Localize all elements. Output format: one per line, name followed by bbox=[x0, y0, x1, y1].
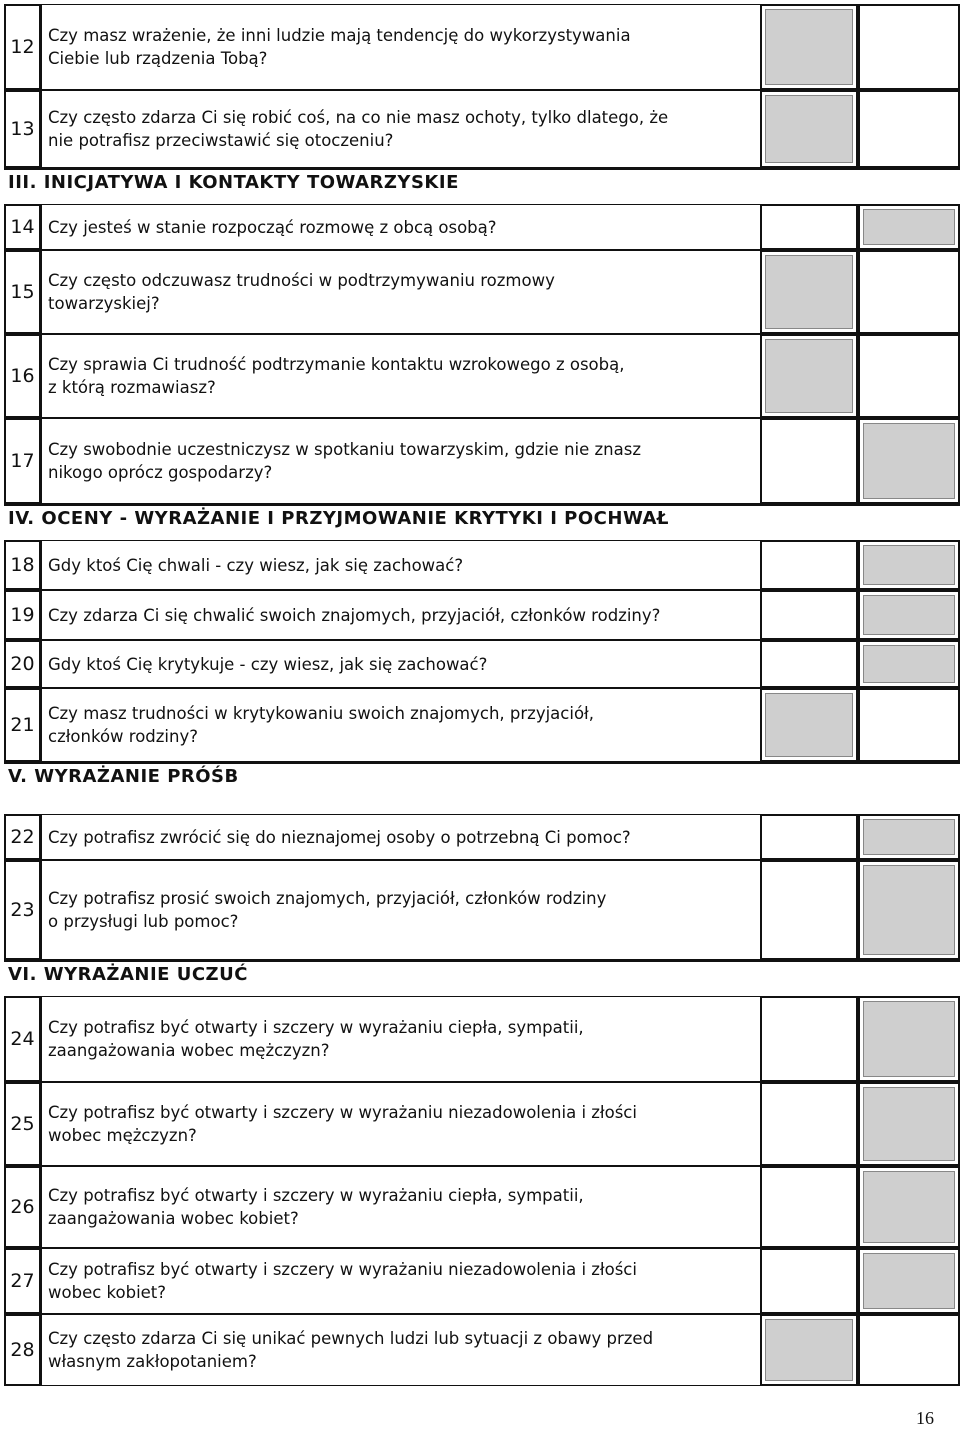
question-text: Czy potrafisz prosić swoich znajomych, przyjaciół, członków rodziny o przysługi lub pomoc? bbox=[41, 860, 760, 960]
answer-box-no[interactable] bbox=[858, 1166, 960, 1248]
question-row bbox=[0, 1082, 960, 1166]
answer-box-no[interactable] bbox=[858, 860, 960, 960]
page-number: 16 bbox=[916, 1408, 934, 1428]
question-row bbox=[0, 250, 960, 334]
answer-box-yes[interactable] bbox=[760, 688, 858, 762]
answer-box-yes[interactable] bbox=[760, 204, 858, 250]
answer-box-yes[interactable] bbox=[760, 250, 858, 334]
question-number: 25 bbox=[4, 1082, 41, 1166]
question-text: Czy potrafisz być otwarty i szczery w wyrażaniu niezadowolenia i złości wobec kobiet? bbox=[41, 1248, 760, 1314]
section-title: IV. OCENY - WYRAŻANIE I PRZYJMOWANIE KRYTYKI I POCHWAŁ bbox=[8, 508, 669, 529]
answer-box-no[interactable] bbox=[858, 1314, 960, 1386]
answer-box-no[interactable] bbox=[858, 418, 960, 504]
answer-box-no[interactable] bbox=[858, 688, 960, 762]
question-number: 27 bbox=[4, 1248, 41, 1314]
answer-box-yes[interactable] bbox=[760, 4, 858, 90]
question-text: Czy potrafisz być otwarty i szczery w wyrażaniu niezadowolenia i złości wobec mężczyzn? bbox=[41, 1082, 760, 1166]
question-row bbox=[0, 1166, 960, 1248]
question-row bbox=[0, 334, 960, 418]
question-number: 18 bbox=[4, 540, 41, 590]
question-number: 13 bbox=[4, 90, 41, 168]
section-header bbox=[4, 168, 960, 204]
question-text: Czy potrafisz być otwarty i szczery w wyrażaniu ciepła, sympatii, zaangażowania wobec mężczyzn? bbox=[41, 996, 760, 1082]
answer-box-yes[interactable] bbox=[760, 1082, 858, 1166]
question-text: Czy jesteś w stanie rozpocząć rozmowę z obcą osobą? bbox=[41, 204, 760, 250]
question-text: Czy zdarza Ci się chwalić swoich znajomych, przyjaciół, członków rodziny? bbox=[41, 590, 760, 640]
answer-box-no[interactable] bbox=[858, 4, 960, 90]
section-header bbox=[4, 762, 960, 814]
question-text: Czy potrafisz zwrócić się do nieznajomej osoby o potrzebną Ci pomoc? bbox=[41, 814, 760, 860]
section-header bbox=[4, 504, 960, 540]
answer-box-yes[interactable] bbox=[760, 590, 858, 640]
question-text: Czy często zdarza Ci się robić coś, na co nie masz ochoty, tylko dlatego, że nie potrafisz przeciwstawić się otoczeniu? bbox=[41, 90, 760, 168]
answer-box-yes[interactable] bbox=[760, 540, 858, 590]
question-row bbox=[0, 996, 960, 1082]
answer-box-yes[interactable] bbox=[760, 90, 858, 168]
answer-box-no[interactable] bbox=[858, 250, 960, 334]
question-row bbox=[0, 1248, 960, 1314]
question-number: 20 bbox=[4, 640, 41, 688]
answer-box-no[interactable] bbox=[858, 640, 960, 688]
question-number: 15 bbox=[4, 250, 41, 334]
question-row bbox=[0, 418, 960, 504]
section-title: V. WYRAŻANIE PRÓŚB bbox=[8, 766, 239, 787]
question-number: 26 bbox=[4, 1166, 41, 1248]
answer-box-no[interactable] bbox=[858, 996, 960, 1082]
answer-box-yes[interactable] bbox=[760, 996, 858, 1082]
question-text: Czy masz wrażenie, że inni ludzie mają tendencję do wykorzystywania Ciebie lub rządzenia Tobą? bbox=[41, 4, 760, 90]
answer-box-yes[interactable] bbox=[760, 418, 858, 504]
question-text: Czy często zdarza Ci się unikać pewnych ludzi lub sytuacji z obawy przed własnym zakłopotaniem? bbox=[41, 1314, 760, 1386]
answer-box-yes[interactable] bbox=[760, 640, 858, 688]
question-text: Czy sprawia Ci trudność podtrzymanie kontaktu wzrokowego z osobą, z którą rozmawiasz? bbox=[41, 334, 760, 418]
question-text: Gdy ktoś Cię krytykuje - czy wiesz, jak się zachować? bbox=[41, 640, 760, 688]
answer-box-no[interactable] bbox=[858, 334, 960, 418]
answer-box-no[interactable] bbox=[858, 204, 960, 250]
answer-box-yes[interactable] bbox=[760, 334, 858, 418]
question-number: 21 bbox=[4, 688, 41, 762]
question-text: Czy często odczuwasz trudności w podtrzymywaniu rozmowy towarzyskiej? bbox=[41, 250, 760, 334]
answer-box-no[interactable] bbox=[858, 90, 960, 168]
section-title: VI. WYRAŻANIE UCZUĆ bbox=[8, 964, 248, 985]
question-number: 24 bbox=[4, 996, 41, 1082]
question-number: 12 bbox=[4, 4, 41, 90]
answer-box-no[interactable] bbox=[858, 540, 960, 590]
question-row bbox=[0, 204, 960, 250]
question-row bbox=[0, 860, 960, 960]
section-title: III. INICJATYWA I KONTAKTY TOWARZYSKIE bbox=[8, 172, 459, 193]
answer-box-yes[interactable] bbox=[760, 1166, 858, 1248]
answer-box-no[interactable] bbox=[858, 590, 960, 640]
answer-box-yes[interactable] bbox=[760, 1314, 858, 1386]
section-header bbox=[4, 960, 960, 996]
answer-box-no[interactable] bbox=[858, 1082, 960, 1166]
question-text: Gdy ktoś Cię chwali - czy wiesz, jak się zachować? bbox=[41, 540, 760, 590]
question-row bbox=[0, 1314, 960, 1386]
question-row bbox=[0, 540, 960, 590]
question-number: 19 bbox=[4, 590, 41, 640]
question-number: 17 bbox=[4, 418, 41, 504]
answer-box-no[interactable] bbox=[858, 814, 960, 860]
answer-box-no[interactable] bbox=[858, 1248, 960, 1314]
question-number: 22 bbox=[4, 814, 41, 860]
question-row bbox=[0, 590, 960, 640]
question-number: 28 bbox=[4, 1314, 41, 1386]
question-row bbox=[0, 640, 960, 688]
question-number: 16 bbox=[4, 334, 41, 418]
question-number: 23 bbox=[4, 860, 41, 960]
answer-box-yes[interactable] bbox=[760, 1248, 858, 1314]
question-row bbox=[0, 4, 960, 90]
question-text: Czy swobodnie uczestniczysz w spotkaniu towarzyskim, gdzie nie znasz nikogo oprócz gospodarzy? bbox=[41, 418, 760, 504]
question-text: Czy masz trudności w krytykowaniu swoich znajomych, przyjaciół, członków rodziny? bbox=[41, 688, 760, 762]
question-row bbox=[0, 814, 960, 860]
question-row bbox=[0, 90, 960, 168]
question-text: Czy potrafisz być otwarty i szczery w wyrażaniu ciepła, sympatii, zaangażowania wobec kobiet? bbox=[41, 1166, 760, 1248]
question-number: 14 bbox=[4, 204, 41, 250]
answer-box-yes[interactable] bbox=[760, 860, 858, 960]
question-row bbox=[0, 688, 960, 762]
answer-box-yes[interactable] bbox=[760, 814, 858, 860]
